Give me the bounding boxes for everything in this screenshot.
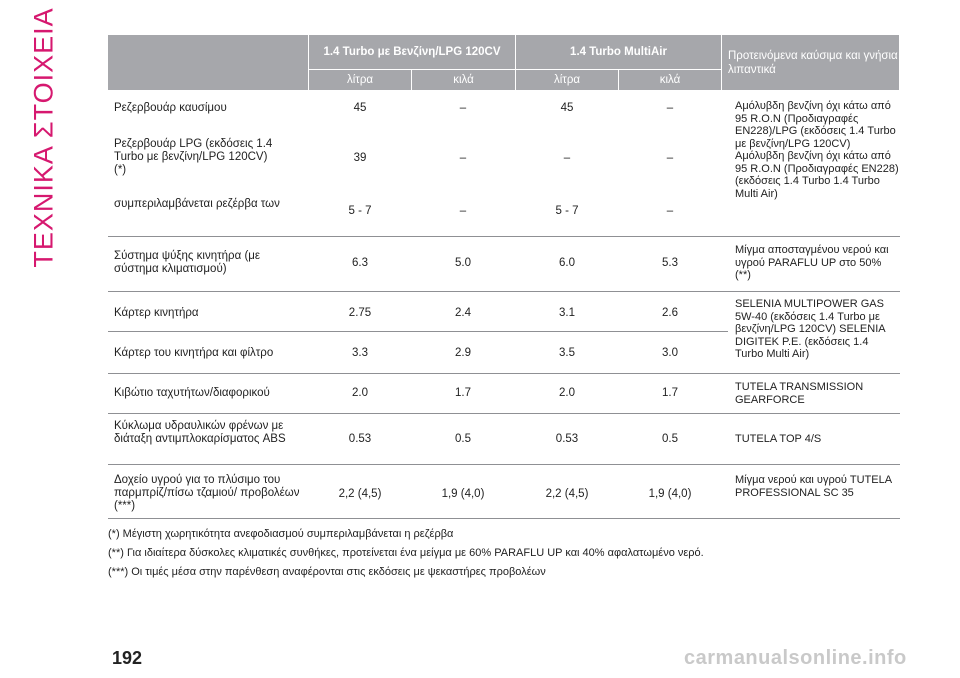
row-label: Κιβώτιο ταχυτήτων/διαφορικού	[114, 387, 270, 399]
row-value: 3.3	[352, 347, 368, 359]
header-unit: λίτρα	[309, 70, 411, 90]
row-value: 2.4	[455, 307, 471, 319]
row-value: 6.3	[352, 257, 368, 269]
table-bottom-line	[108, 518, 900, 519]
row-divider	[108, 464, 900, 465]
rec-coolant: Μίγμα αποσταγμένου νερού και υγρού PARAFLU UP στο 50% (**)	[735, 244, 889, 281]
page-number: 192	[112, 648, 143, 668]
footnote: (***) Οι τιμές μέσα στην παρένθεση αναφέρονται στις εκδόσεις με ψεκαστήρες προβολέων	[108, 566, 546, 578]
row-label: Κύκλωμα υδραυλικών φρένων με διάταξη αντιμπλοκαρίσματος ABS	[114, 420, 286, 445]
header-col1: 1.4 Turbo με Βενζίνη/LPG 120CV	[309, 35, 515, 69]
rec-engine-oil: SELENIA MULTIPOWER GAS 5W-40 (εκδόσεις 1.4 Turbo με βενζίνη/LPG 120CV) SELENIA DIGITEK P.E. (εκδόσεις 1.4 Turbo Multi Air)	[735, 298, 885, 360]
rec-fuel: Αμόλυβδη βενζίνη όχι κάτω από 95 R.O.N (Προδιαγραφές EN228)/LPG (εκδόσεις 1.4 Turbo με βενζίνη/LPG 120CV) Αμόλυβδη βενζίνη όχι κάτω από 95 R.O.N (Προδιαγραφές EN228) (εκδόσεις 1.4 Turbo 1.4 Turbo Multi Air)	[735, 100, 899, 200]
row-value: 5 - 7	[348, 205, 372, 217]
row-label: Κάρτερ του κινητήρα και φίλτρο	[114, 347, 274, 359]
row-value: 6.0	[559, 257, 575, 269]
section-title: ΤΕΧΝΙΚΑ ΣΤΟΙΧΕΙΑ	[28, 6, 59, 268]
row-value: 2.75	[348, 307, 372, 319]
rec-washer: Μίγμα νερού και υγρού TUTELA PROFESSIONAL SC 35	[735, 474, 892, 499]
row-value: 2.0	[352, 387, 368, 399]
row-value: 2.6	[662, 307, 678, 319]
row-divider	[108, 236, 900, 237]
row-label: Σύστημα ψύξης κινητήρα (με σύστημα κλιματισμού)	[114, 250, 261, 275]
row-value: 5.0	[455, 257, 471, 269]
watermark: carmanualsonline.info	[684, 647, 907, 669]
header-unit: κιλά	[412, 70, 515, 90]
row-value: 45	[353, 102, 367, 114]
row-value: 3.1	[559, 307, 575, 319]
row-value: –	[459, 205, 467, 217]
row-divider	[108, 373, 900, 374]
row-value: 1,9 (4,0)	[441, 488, 485, 500]
row-divider	[108, 291, 900, 292]
rec-brake: TUTELA TOP 4/S	[735, 433, 822, 445]
row-value: –	[666, 102, 674, 114]
row-value: –	[666, 152, 674, 164]
row-value: 2,2 (4,5)	[545, 488, 589, 500]
header-recommended: Προτεινόμενα καύσιμα και γνήσια λιπαντικά	[722, 35, 899, 90]
row-divider	[108, 331, 728, 332]
row-value: 5 - 7	[555, 205, 579, 217]
row-value: –	[666, 205, 674, 217]
row-value: 0.5	[662, 433, 678, 445]
header-unit: κιλά	[619, 70, 721, 90]
row-value: 1.7	[662, 387, 678, 399]
row-value: 39	[353, 152, 367, 164]
row-value: 0.53	[555, 433, 579, 445]
header-unit: λίτρα	[516, 70, 618, 90]
row-value: 0.53	[348, 433, 372, 445]
row-value: –	[459, 152, 467, 164]
header-blank	[108, 35, 308, 90]
row-value: 3.5	[559, 347, 575, 359]
row-divider	[108, 413, 900, 414]
row-value: –	[563, 152, 571, 164]
row-value: 2.0	[559, 387, 575, 399]
row-value: 0.5	[455, 433, 471, 445]
row-value: 3.0	[662, 347, 678, 359]
row-value: 2,2 (4,5)	[338, 488, 382, 500]
row-value: 1,9 (4,0)	[648, 488, 692, 500]
rec-gearbox: TUTELA TRANSMISSION GEARFORCE	[735, 381, 864, 406]
footnote: (**) Για ιδιαίτερα δύσκολες κλιματικές συνθήκες, προτείνεται ένα μείγμα με 60% PARAFLU UP και 40% αφαλατωμένο νερό.	[108, 547, 704, 559]
row-value: 5.3	[662, 257, 678, 269]
row-value: 45	[560, 102, 574, 114]
row-value: 1.7	[455, 387, 471, 399]
row-label: Ρεζερβουάρ LPG (εκδόσεις 1.4 Turbo με βενζίνη/LPG 120CV) (*)	[114, 138, 273, 176]
row-value: –	[459, 102, 467, 114]
row-value: 2.9	[455, 347, 471, 359]
row-label: Δοχείο υγρού για το πλύσιμο του παρμπρίζ/πίσω τζαμιού/ προβολέων (***)	[114, 474, 300, 512]
footnote: (*) Μέγιστη χωρητικότητα ανεφοδιασμού συμπεριλαμβάνεται η ρεζέρβα	[108, 528, 454, 540]
row-label: Ρεζερβουάρ καυσίμου	[114, 102, 227, 114]
header-col2: 1.4 Turbo MultiAir	[516, 35, 721, 69]
row-label: Κάρτερ κινητήρα	[114, 307, 199, 319]
row-label: συμπεριλαμβάνεται ρεζέρβα των	[114, 198, 280, 210]
